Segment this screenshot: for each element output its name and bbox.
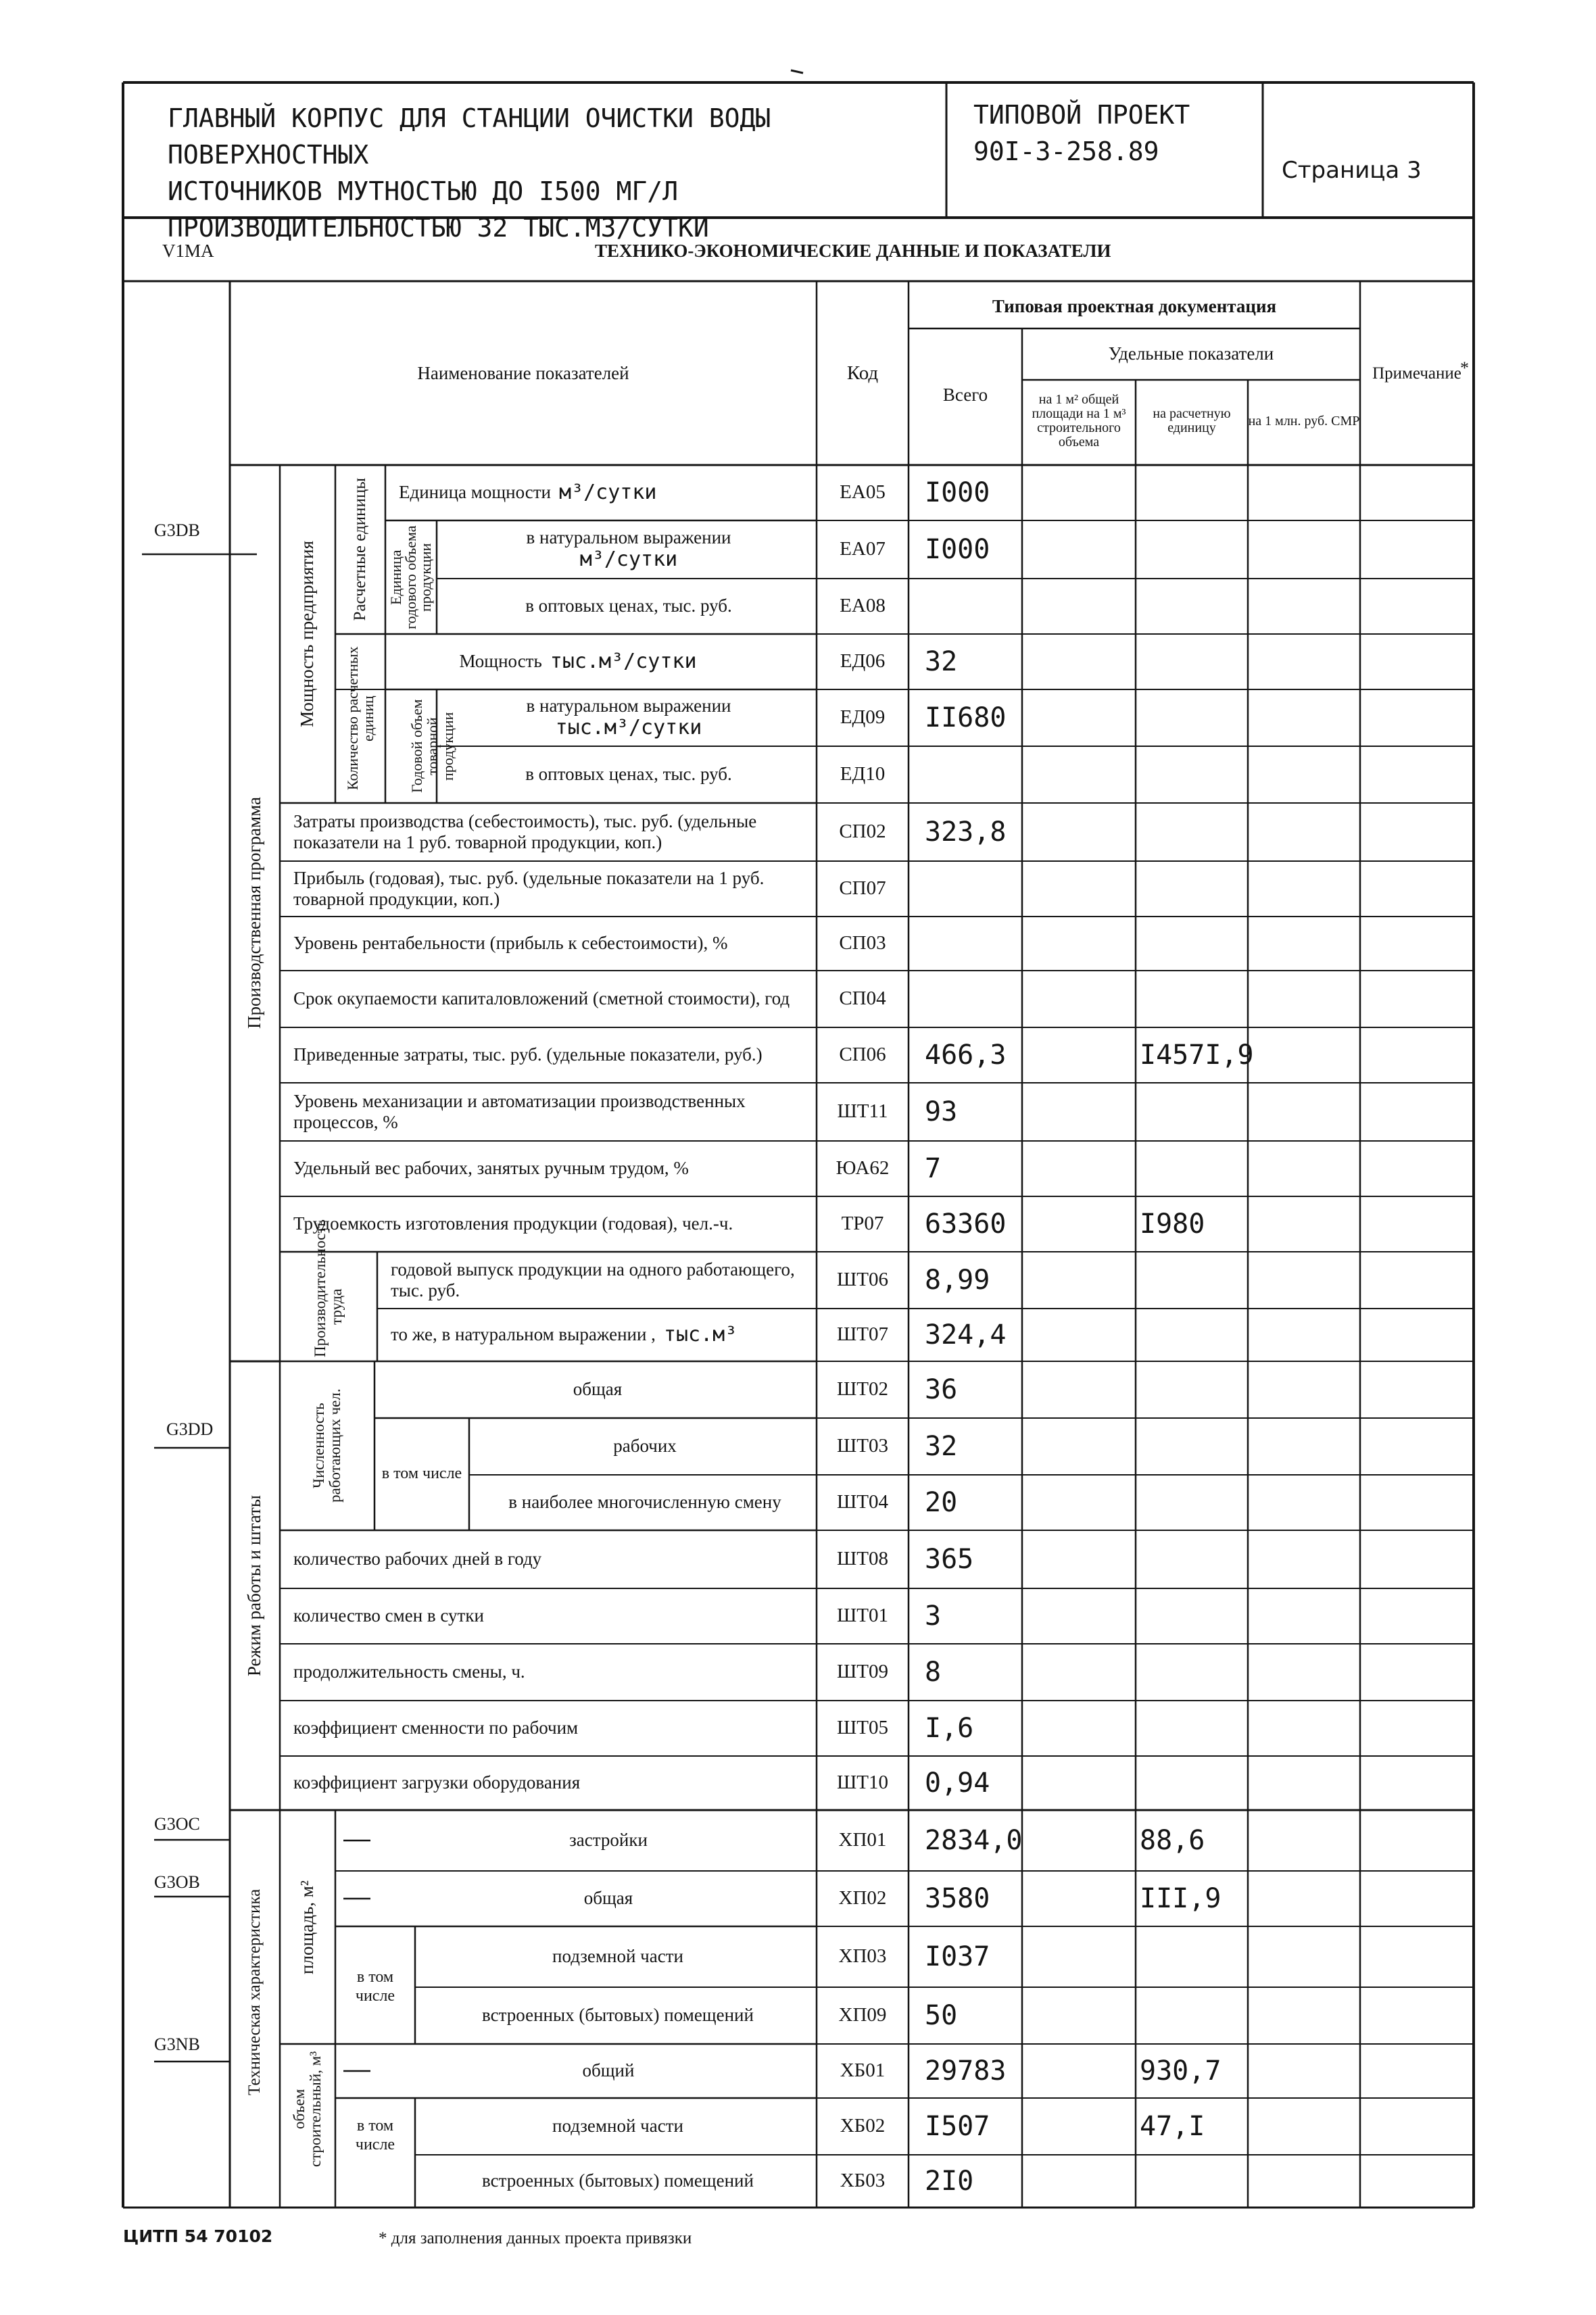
row-label-text: Уровень рентабельности (прибыль к себестоимости), % <box>293 933 728 954</box>
project-label: ТИПОВОЙ ПРОЕКТ <box>973 100 1190 130</box>
row-total: 8 <box>925 1657 942 1688</box>
row-total: 50 <box>925 2000 958 2031</box>
row-label-unit: тыс.м³/сутки <box>555 716 702 740</box>
row-total: I000 <box>925 534 990 565</box>
section-title: ТЕХНИКО-ЭКОНОМИЧЕСКИЕ ДАННЫЕ И ПОКАЗАТЕЛИ <box>595 241 1111 261</box>
row-per-unit: I457I,9 <box>1140 1040 1254 1071</box>
row-label-text: подземной части <box>552 1946 683 1967</box>
row-total: 323,8 <box>925 817 1007 848</box>
row-per-unit <box>1140 1252 1247 1309</box>
side-label-g3ob: G3OB <box>154 1872 200 1892</box>
row-total: I037 <box>925 1941 990 1972</box>
row-total: 2834,0 <box>925 1825 1023 1856</box>
row-label <box>410 1810 807 1871</box>
row-label <box>410 2044 807 2098</box>
row-total: 8,99 <box>925 1265 990 1296</box>
row-per-unit <box>1140 1141 1247 1196</box>
row-label-text: в оптовых ценах, тыс. руб. <box>525 595 732 616</box>
title-line-1: ГЛАВНЫЙ КОРПУС ДЛЯ СТАНЦИИ ОЧИСТКИ ВОДЫ ПОВЕРХНОСТНЫХ <box>168 103 771 170</box>
row-per-unit <box>1140 917 1247 971</box>
row-label-text: застройки <box>569 1830 648 1851</box>
group-annual-volume-text: Годовой объем товарной продукции <box>408 699 457 794</box>
group-workers-incl: в том числе <box>381 1465 462 1483</box>
row-total: 3 <box>925 1601 942 1632</box>
row-per-unit <box>1140 1361 1247 1418</box>
row-label <box>293 1644 807 1701</box>
group-mode-staff <box>230 1361 280 1810</box>
group-production-program <box>230 465 280 1361</box>
row-total: 365 <box>925 1544 974 1575</box>
row-label <box>450 746 807 803</box>
group-calc-units-count-text: Количество расчетных единиц <box>343 646 377 791</box>
group-production-program-text: Производственная программа <box>244 797 265 1029</box>
row-label <box>293 861 807 917</box>
group-workers-count <box>280 1361 374 1530</box>
row-label-unit: м³/сутки <box>579 547 678 572</box>
row-code: ХП03 <box>838 1945 887 1968</box>
footer-code: ЦИТП 54 70102 <box>123 2226 273 2246</box>
row-per-unit <box>1140 1701 1247 1756</box>
row-label <box>293 1756 807 1810</box>
row-total: 3580 <box>925 1883 990 1914</box>
row-per-unit <box>1140 746 1247 803</box>
row-per-unit <box>1140 1987 1247 2044</box>
side-label-g3dd: G3DD <box>166 1419 214 1439</box>
row-label-text: Удельный вес рабочих, занятых ручным трудом, % <box>293 1158 689 1179</box>
row-label-unit: тыс.м³/сутки <box>550 649 697 673</box>
note-asterisk: * <box>1460 358 1469 378</box>
row-code: ХБ01 <box>840 2060 886 2082</box>
row-code: ЕА08 <box>840 595 886 617</box>
row-label-text: то же, в натуральном выражении , <box>391 1324 656 1345</box>
row-total <box>925 746 1019 803</box>
title-line-2: ИСТОЧНИКОВ МУТНОСТЬЮ ДО I500 МГ/Л <box>168 176 678 206</box>
group-labor-productivity-text: Производительность труда <box>311 1219 345 1357</box>
row-code: ХП01 <box>838 1829 887 1851</box>
row-code: ШТ08 <box>837 1548 888 1570</box>
row-label-text: подземной части <box>552 2116 683 2137</box>
row-label-unit: тыс.м³ <box>663 1322 737 1346</box>
group-area-text: площадь, м² <box>297 1880 318 1974</box>
row-label-text: Приведенные затраты, тыс. руб. (удельные показатели, руб.) <box>293 1044 763 1065</box>
form-code: V1MA <box>162 241 214 261</box>
row-label <box>429 2098 807 2155</box>
row-label <box>293 1588 807 1644</box>
row-label <box>293 1083 807 1141</box>
row-label-text: в оптовых ценах, тыс. руб. <box>525 764 732 785</box>
group-enterprise-capacity-text: Мощность предприятия <box>297 541 318 727</box>
row-per-unit <box>1140 579 1247 634</box>
row-total <box>925 917 1019 971</box>
row-label-text: встроенных (бытовых) помещений <box>482 2005 754 2026</box>
row-label-text: Прибыль (годовая), тыс. руб. (удельные показатели на 1 руб. товарной продукции, коп.) <box>293 867 765 909</box>
row-code: ШТ03 <box>837 1435 888 1457</box>
row-label-text: Мощность <box>459 651 542 672</box>
group-workers-count-text: Численность работающих чел. <box>310 1388 343 1503</box>
col-header-note: Примечание <box>1372 364 1461 383</box>
row-label-text: количество смен в сутки <box>293 1605 484 1626</box>
row-label <box>391 1252 807 1309</box>
group-volume-incl: в том числе <box>355 2117 395 2153</box>
row-label-text: общая <box>573 1379 623 1400</box>
page-number: Страница 3 <box>1282 157 1422 184</box>
row-label <box>450 520 807 579</box>
row-label-text: Трудоемкость изготовления продукции (годовая), чел.-ч. <box>293 1213 733 1234</box>
row-code: ХП09 <box>838 2004 887 2026</box>
row-code: СП02 <box>839 821 886 843</box>
group-calc-units-text: Расчетные единицы <box>350 478 369 621</box>
row-label-text: годовой выпуск продукции на одного работающего, тыс. руб. <box>391 1259 795 1300</box>
row-label-text: продолжительность смены, ч. <box>293 1661 525 1682</box>
row-code: ШТ11 <box>837 1100 888 1123</box>
group-labor-productivity <box>280 1219 377 1361</box>
row-label-unit: м³/сутки <box>559 480 657 504</box>
row-per-unit: 47,I <box>1140 2111 1205 2142</box>
row-label <box>293 1141 807 1196</box>
row-total: 32 <box>925 646 958 677</box>
row-label-text: рабочих <box>613 1436 677 1457</box>
row-label-text: Затраты производства (себестоимость), тыс. руб. (удельные показатели на 1 руб. товарной продукции, коп.) <box>293 810 757 852</box>
row-code: ШТ06 <box>837 1269 888 1291</box>
side-label-g3oc: G3OC <box>154 1814 200 1834</box>
row-total: I,6 <box>925 1713 974 1744</box>
row-label <box>399 465 807 520</box>
row-per-unit <box>1140 2155 1247 2208</box>
row-label <box>293 1701 807 1756</box>
row-label <box>293 1027 807 1083</box>
row-label <box>388 1361 807 1418</box>
row-per-unit <box>1140 689 1247 746</box>
row-label <box>429 1987 807 2044</box>
row-label-text: Срок окупаемости капиталовложений (сметной стоимости), год <box>293 988 790 1009</box>
row-label <box>450 689 807 746</box>
row-code: ЕА05 <box>840 481 886 504</box>
row-total: 0,94 <box>925 1768 990 1799</box>
col-header-per-unit: на расчетную единицу <box>1153 406 1231 435</box>
row-per-unit: 88,6 <box>1140 1825 1205 1856</box>
row-label-text: Уровень механизации и автоматизации производственных процессов, % <box>293 1090 746 1132</box>
row-per-unit: I980 <box>1140 1209 1205 1240</box>
row-code: ШТ04 <box>837 1491 888 1513</box>
row-code: ЕА07 <box>840 538 886 560</box>
row-per-unit <box>1140 1644 1247 1701</box>
row-total: I000 <box>925 477 990 508</box>
row-total: I507 <box>925 2111 990 2142</box>
col-header-per-m2: на 1 м² общей площади на 1 м³ строительного объема <box>1032 392 1126 449</box>
row-total: 20 <box>925 1487 958 1518</box>
row-label <box>483 1475 807 1530</box>
row-code: СП03 <box>839 932 886 954</box>
row-label <box>349 634 807 689</box>
row-label-text: коэффициент загрузки оборудования <box>293 1772 581 1793</box>
row-total <box>925 861 1019 917</box>
row-code: ШТ09 <box>837 1661 888 1683</box>
row-label-text: в натуральном выражении <box>526 527 731 548</box>
row-code: ШТ01 <box>837 1605 888 1627</box>
row-code: ШТ10 <box>837 1772 888 1794</box>
row-code: ЕД09 <box>840 706 886 729</box>
row-total: 29783 <box>925 2055 1007 2087</box>
row-label <box>293 971 807 1027</box>
col-header-total: Всего <box>942 385 988 406</box>
row-per-unit <box>1140 971 1247 1027</box>
row-label-text: количество рабочих дней в году <box>293 1549 542 1569</box>
row-code: ХБ02 <box>840 2115 886 2137</box>
row-code: ХБ03 <box>840 2170 886 2192</box>
title-line-3: ПРОИЗВОДИТЕЛЬНОСТЬЮ 32 ТЫС.М3/СУТКИ <box>168 213 709 243</box>
row-total: 32 <box>925 1431 958 1462</box>
row-label-text: встроенных (бытовых) помещений <box>482 2170 754 2191</box>
row-total: 36 <box>925 1374 958 1405</box>
group-tech-char-text: Техническая характеристика <box>245 1888 264 2095</box>
row-per-unit <box>1140 1926 1247 1987</box>
row-per-unit <box>1140 1530 1247 1588</box>
row-code: ШТ05 <box>837 1717 888 1739</box>
row-per-unit <box>1140 1083 1247 1141</box>
group-area <box>280 1810 335 2044</box>
row-label <box>293 803 807 861</box>
row-total: 63360 <box>925 1209 1007 1240</box>
row-label <box>293 917 807 971</box>
group-area-incl: в том числе <box>355 1968 395 2005</box>
row-per-unit <box>1140 520 1247 579</box>
col-header-per-mln: на 1 млн. руб. СМР <box>1248 413 1360 429</box>
row-label <box>293 1196 807 1252</box>
group-tech-char <box>230 1810 280 2174</box>
row-label-text: в наиболее многочисленную смену <box>508 1492 781 1513</box>
row-per-unit <box>1140 861 1247 917</box>
row-label-text: общая <box>583 1888 633 1909</box>
side-label-g3nb: G3NB <box>154 2034 200 2054</box>
row-code: ХП02 <box>838 1887 887 1909</box>
side-label-g3db: G3DB <box>154 520 200 540</box>
col-header-code: Код <box>846 362 879 385</box>
group-unit-annual <box>385 520 437 634</box>
row-per-unit: III,9 <box>1140 1883 1222 1914</box>
group-enterprise-capacity <box>280 465 335 803</box>
group-volume-text: объем строительный, м³ <box>290 2051 324 2167</box>
group-volume <box>280 2044 335 2174</box>
footer-note: * для заполнения данных проекта привязки <box>379 2229 692 2247</box>
row-per-unit <box>1140 1418 1247 1475</box>
row-per-unit <box>1140 1756 1247 1810</box>
row-per-unit <box>1140 465 1247 520</box>
row-code: ЕД10 <box>840 763 886 785</box>
row-code: СП04 <box>839 988 886 1010</box>
group-mode-staff-text: Режим работы и штаты <box>244 1495 265 1676</box>
header-title <box>168 100 938 246</box>
row-total: 7 <box>925 1153 942 1184</box>
row-total <box>925 971 1019 1027</box>
row-per-unit <box>1140 1588 1247 1644</box>
group-unit-annual-text: Единица годового объема продукции <box>387 525 434 629</box>
col-header-typical: Типовая проектная документация <box>992 296 1277 317</box>
row-label <box>429 2155 807 2208</box>
row-label <box>429 1926 807 1987</box>
row-label-text: общий <box>582 2060 635 2081</box>
row-label-text: Единица мощности <box>399 482 551 503</box>
row-code: СП06 <box>839 1044 886 1066</box>
col-header-specific: Удельные показатели <box>1108 343 1274 364</box>
row-total: 466,3 <box>925 1040 1007 1071</box>
row-total <box>925 579 1019 634</box>
row-per-unit <box>1140 803 1247 861</box>
row-per-unit <box>1140 634 1247 689</box>
row-label-text: в натуральном выражении <box>526 696 731 716</box>
row-code: ШТ02 <box>837 1378 888 1400</box>
row-per-unit <box>1140 1475 1247 1530</box>
row-label-text: коэффициент сменности по рабочим <box>293 1717 579 1738</box>
group-calc-units <box>335 465 385 634</box>
row-total: 2I0 <box>925 2166 974 2197</box>
project-number: 90I-3-258.89 <box>973 137 1159 166</box>
row-total: 324,4 <box>925 1319 1007 1350</box>
row-label <box>410 1871 807 1926</box>
row-per-unit: 930,7 <box>1140 2055 1222 2087</box>
row-code: СП07 <box>839 877 886 900</box>
row-total: 93 <box>925 1096 958 1127</box>
row-total: II680 <box>925 702 1007 733</box>
row-label <box>293 1530 807 1588</box>
row-code: ТР07 <box>841 1213 884 1235</box>
row-label <box>450 579 807 634</box>
row-code: ЕД06 <box>840 650 886 673</box>
row-per-unit <box>1140 1309 1247 1361</box>
row-label <box>483 1418 807 1475</box>
col-header-name: Наименование показателей <box>417 363 629 384</box>
row-label <box>391 1309 807 1361</box>
row-code: ШТ07 <box>837 1323 888 1346</box>
row-code: ЮА62 <box>836 1157 890 1179</box>
